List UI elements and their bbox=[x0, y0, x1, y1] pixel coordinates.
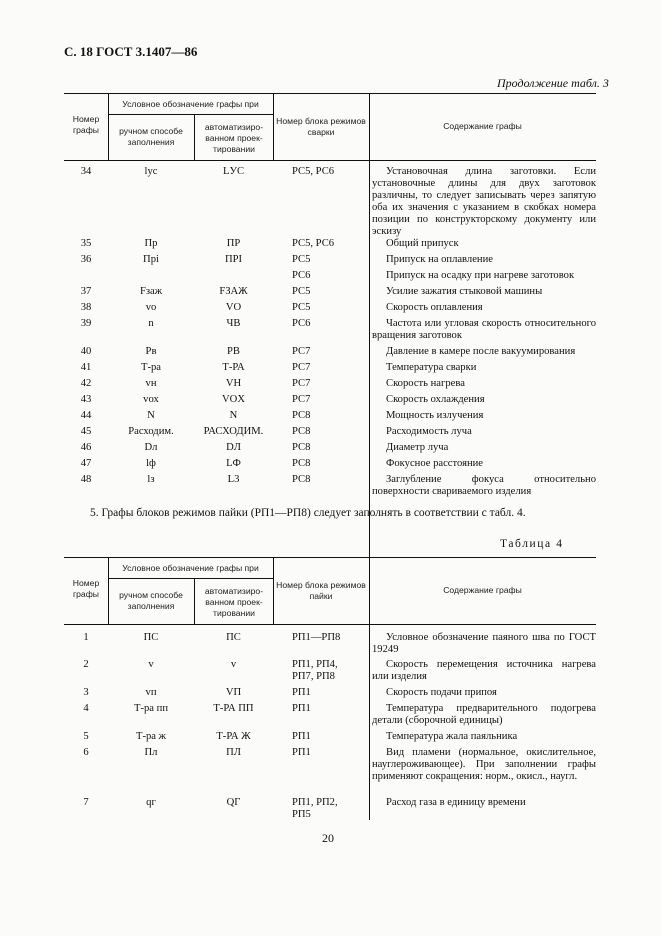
col-auto-header: автоматизиро- ванном проек- тировании bbox=[204, 586, 264, 618]
table-4-body: 1 ПС ПС РП1—РП8 Условное обозначение паяного шва по ГОСТ 19249 2 v v РП1, РП4, РП7, РП8 Скорость перемещения источника нагрева или изделия 3 vп VП РП1 Скорость подачи припоя 4 Т-ра пп Т-РА ПП РП1 Температура предварительного подогрева детали (сборочной единицы) 5 Т-ра ж Т-РА Ж РП1 Температура жала паяльника 6 Пл ПЛ РП1 Вид пламени (нормальное, окислительное, науглероживающее). При заполнении графы применяют сокращения: норм., окисл., наугл. 7 qг QГ РП1, РП2, РП5 Расход газа в единицу времени bbox=[64, 625, 596, 820]
table-4-label: Таблица 4 bbox=[500, 538, 564, 550]
col-symbol-group-header: Условное обозначение графы при bbox=[122, 563, 259, 573]
col-symbol-group-header: Условное обозначение графы при bbox=[122, 99, 259, 109]
table-3-header bbox=[64, 93, 596, 161]
table-4-header bbox=[64, 557, 596, 625]
col-manual-header: ручном способе заполнения bbox=[119, 126, 183, 147]
page-header: С. 18 ГОСТ 3.1407—86 bbox=[64, 44, 198, 59]
col-auto-header: автоматизиро- ванном проек- тировании bbox=[204, 122, 264, 154]
note-paragraph: 5. Графы блоков режимов пайки (РП1—РП8) следует заполнять в соответствии с табл. 4. bbox=[90, 507, 526, 519]
table-3 bbox=[64, 93, 596, 566]
table-3-body: 34 lус LУС РС5, РС6 Установочная длина заготовки. Если установочные длины для двух заготовок различны, то следует записывать через запятую оба их значения с указанием в скобках номера позиции по конструкторскому документу или эскизу 35 Пр ПР РС5, РС6 Общий припуск 36 Прi ПРI РС5 Припуск на оплавление РС6 Припуск на осадку при нагреве заготовок 37 Fзаж FЗАЖ РС5 Усилие зажатия стыковой машины 38 vо VO РС5 Скорость оплавления 39 n ЧВ РС6 Частота или угловая скорость относительного вращения заготовок 40 Рв РВ РС7 Давление в камере после вакуумирования 41 Т-ра Т-РА РС7 Температура сварки 42 vн VH РС7 Скорость нагрева 43 vох VOX РС7 Скорость охлаждения 44 N N РС8 Мощность излучения 45 Расходим. РАСХОДИМ. РС8 Расходимость луча 46 Dл DЛ РС8 Диаметр луча 47 lф LФ РС8 Фокусное расстояние 48 lз L3 РС8 Заглубление фокуса относительно поверхности свариваемого изделия bbox=[64, 161, 596, 566]
page-number: 20 bbox=[322, 831, 334, 845]
table-4 bbox=[64, 557, 596, 820]
col-num-header: Номер графы bbox=[72, 114, 100, 135]
table-continuation-label: Продолжение табл. 3 bbox=[497, 76, 609, 90]
col-content-header: Содержание графы bbox=[443, 121, 522, 131]
col-num-header: Номер графы bbox=[72, 578, 100, 599]
col-block-header: Номер блока режимов сварки bbox=[276, 116, 366, 137]
col-content-header: Содержание графы bbox=[443, 585, 522, 595]
col-block-header: Номер блока режимов пайки bbox=[276, 580, 366, 601]
col-manual-header: ручном способе заполнения bbox=[119, 590, 183, 611]
